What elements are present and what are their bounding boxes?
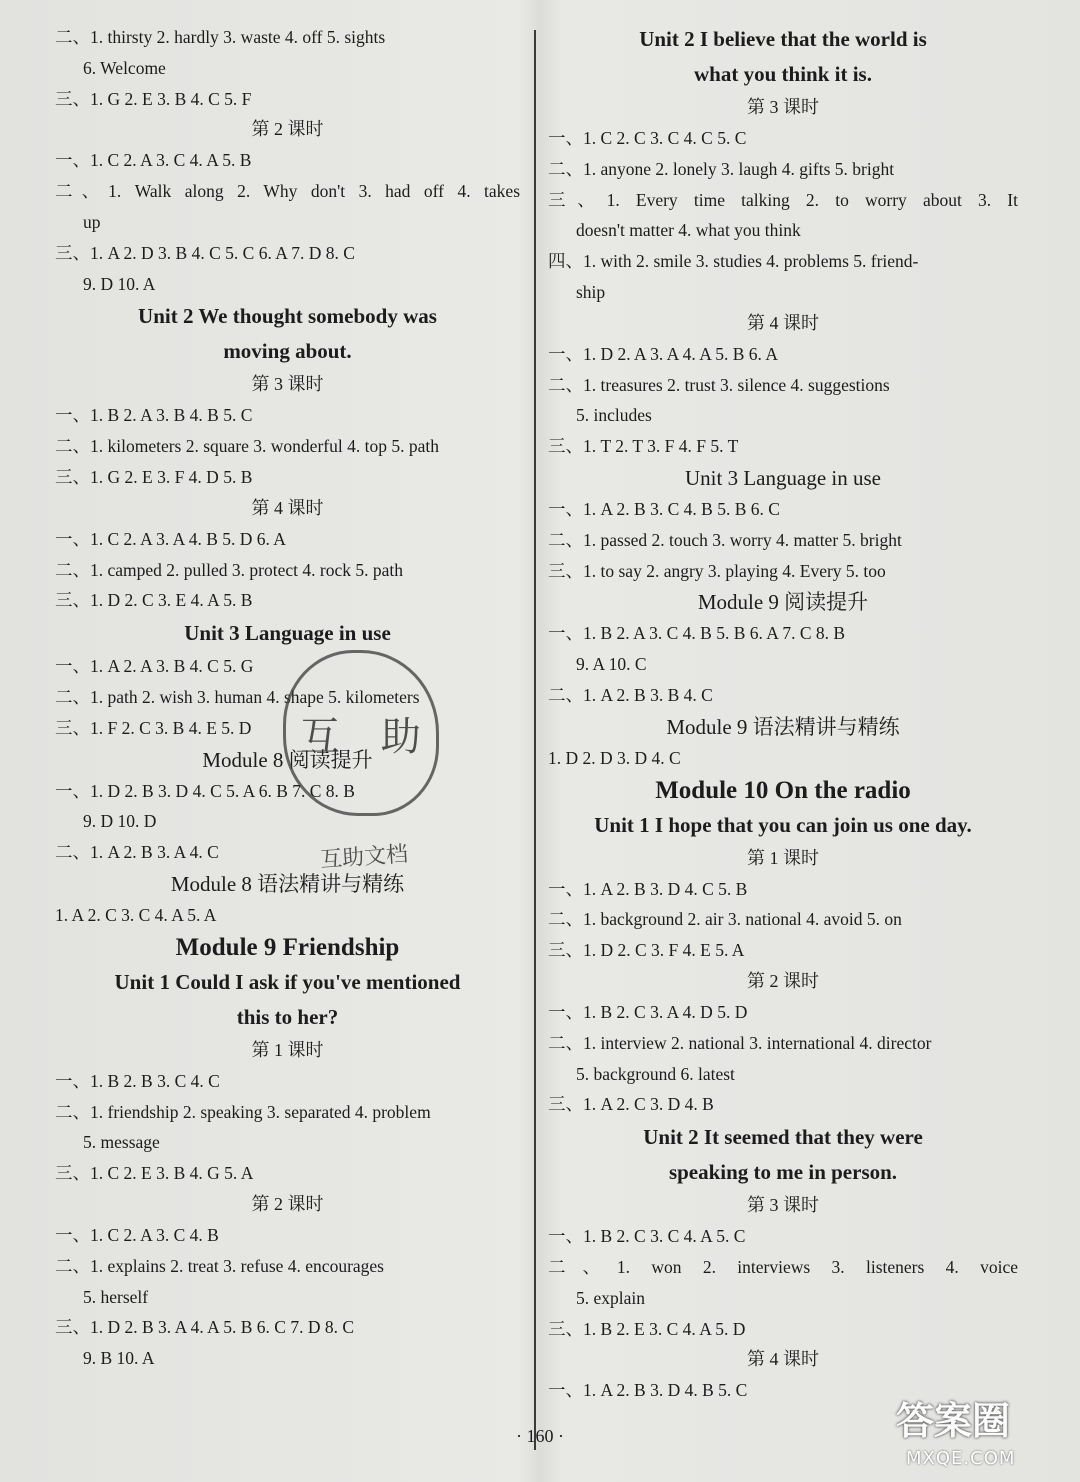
- watermark-url: MXQE.COM: [906, 1448, 1016, 1469]
- answer-line: 二、1. camped 2. pulled 3. protect 4. rock 5. path: [55, 559, 403, 580]
- answer-line: 一、1. D 2. B 3. D 4. C 5. A 6. B 7. C 8. B: [55, 780, 355, 801]
- answer-line: 二、1. friendship 2. speaking 3. separated 4. problem: [55, 1101, 431, 1122]
- answer-line: 6. Welcome: [83, 57, 166, 78]
- section-heading: Module 10 On the radio: [655, 776, 911, 804]
- page-number: · 160 ·: [516, 1426, 564, 1446]
- section-heading: Unit 3 Language in use: [685, 465, 881, 490]
- answer-line: 二、1. anyone 2. lonely 3. laugh 4. gifts 5. bright: [548, 158, 895, 179]
- answer-line: 三、1. T 2. T 3. F 4. F 5. T: [548, 436, 739, 457]
- section-heading: Module 8 语法精讲与精练: [170, 871, 405, 896]
- section-heading: 第 1 课时: [251, 1039, 324, 1060]
- answer-line: 一、1. B 2. C 3. C 4. A 5. C: [548, 1226, 746, 1247]
- section-heading: Module 8 阅读提升: [202, 747, 373, 772]
- answer-line: up: [83, 211, 101, 232]
- answer-line: 三、1. Every time talking 2. to worry about 3. It: [548, 189, 1018, 210]
- right-column: [548, 22, 1018, 1406]
- answer-line: 三、1. A 2. C 3. D 4. B: [548, 1094, 714, 1115]
- answer-line: 一、1. A 2. B 3. D 4. C 5. B: [548, 878, 748, 899]
- answer-line: 一、1. C 2. C 3. C 4. C 5. C: [548, 128, 747, 148]
- answer-line: 二、1. kilometers 2. square 3. wonderful 4. top 5. path: [55, 436, 439, 457]
- answer-line: 三、1. G 2. E 3. F 4. D 5. B: [55, 466, 253, 487]
- answer-line: doesn't matter 4. what you think: [576, 220, 801, 241]
- answer-line: 三、1. D 2. B 3. A 4. A 5. B 6. C 7. D 8. C: [55, 1317, 355, 1338]
- answer-line: 二、1. won 2. interviews 3. listeners 4. voice: [548, 1256, 1018, 1277]
- answer-line: 一、1. B 2. A 3. B 4. B 5. C: [55, 405, 253, 426]
- answer-line: 9. B 10. A: [83, 1348, 155, 1369]
- answer-line: 5. includes: [576, 405, 652, 426]
- stamp-text: 互 助: [300, 714, 435, 760]
- answer-line: 二、1. background 2. air 3. national 4. avoid 5. on: [548, 909, 902, 930]
- answer-line: 1. A 2. C 3. C 4. A 5. A: [55, 904, 217, 925]
- section-heading: Module 9 语法精讲与精练: [666, 714, 900, 739]
- answer-line: 9. D 10. A: [83, 273, 156, 294]
- section-heading: 第 4 课时: [747, 1349, 819, 1370]
- answer-line: 四、1. with 2. smile 3. studies 4. problems 5. friend-: [548, 251, 919, 272]
- answer-line: 三、1. to say 2. angry 3. playing 4. Every 5. too: [548, 560, 886, 581]
- section-heading: 第 2 课时: [251, 1193, 324, 1214]
- answer-line: 二、1. interview 2. national 3. international 4. director: [548, 1032, 932, 1053]
- section-heading: Unit 2 I believe that the world is: [639, 27, 927, 51]
- answer-line: 三、1. D 2. C 3. E 4. A 5. B: [55, 590, 253, 611]
- section-heading: Unit 1 Could I ask if you've mentioned: [114, 969, 461, 994]
- answer-line: 9. A 10. C: [576, 654, 647, 675]
- answer-line: 二、1. A 2. B 3. A 4. C: [55, 842, 219, 863]
- section-heading: 第 1 课时: [747, 847, 819, 868]
- answer-line: 二、1. treasures 2. trust 3. silence 4. suggestions: [548, 374, 890, 395]
- answer-line: 二、1. Walk along 2. Why don't 3. had off 4. takes: [55, 181, 520, 202]
- section-heading: Unit 1 I hope that you can join us one day.: [594, 812, 972, 837]
- section-heading: 第 4 课时: [747, 312, 819, 333]
- watermark-logo: 答案圈: [896, 1399, 1011, 1443]
- column-divider: [534, 30, 536, 1450]
- answer-line: 5. explain: [576, 1287, 646, 1308]
- answer-line: 三、1. D 2. C 3. F 4. E 5. A: [548, 940, 745, 961]
- answer-line: 二、1. explains 2. treat 3. refuse 4. encourages: [55, 1255, 384, 1276]
- answer-line: 二、1. passed 2. touch 3. worry 4. matter 5. bright: [548, 529, 902, 550]
- section-heading: 第 3 课时: [251, 374, 324, 395]
- answer-line: 三、1. A 2. D 3. B 4. C 5. C 6. A 7. D 8. C: [55, 242, 355, 263]
- section-heading: what you think it is.: [694, 62, 872, 86]
- answer-line: 三、1. B 2. E 3. C 4. A 5. D: [548, 1318, 746, 1339]
- stamp-caption: 互助文档: [319, 841, 409, 874]
- answer-line: 9. D 10. D: [83, 811, 157, 832]
- answer-line: 二、1. path 2. wish 3. human 4. shape 5. kilometers: [55, 686, 420, 707]
- answer-line: 一、1. B 2. C 3. A 4. D 5. D: [548, 1001, 748, 1022]
- answer-line: 一、1. D 2. A 3. A 4. A 5. B 6. A: [548, 343, 778, 364]
- section-heading: moving about.: [223, 339, 352, 364]
- answer-line: 一、1. B 2. B 3. C 4. C: [55, 1070, 220, 1091]
- section-heading: Unit 3 Language in use: [184, 621, 391, 646]
- answer-line: 一、1. C 2. A 3. C 4. A 5. B: [55, 150, 252, 171]
- section-heading: 第 3 课时: [747, 97, 819, 117]
- answer-line: 5. herself: [83, 1286, 149, 1307]
- section-heading: 第 4 课时: [251, 497, 324, 518]
- section-heading: 第 2 课时: [251, 119, 324, 140]
- answer-line: 一、1. A 2. A 3. B 4. C 5. G: [55, 656, 254, 677]
- section-heading: this to her?: [236, 1004, 339, 1029]
- answer-line: 二、1. A 2. B 3. B 4. C: [548, 684, 713, 705]
- section-heading: 第 2 课时: [747, 970, 819, 991]
- answer-line: 一、1. C 2. A 3. C 4. B: [55, 1224, 219, 1245]
- answer-line: 二、1. thirsty 2. hardly 3. waste 4. off 5. sights: [55, 27, 386, 47]
- answer-line: 一、1. B 2. A 3. C 4. B 5. B 6. A 7. C 8. B: [548, 623, 846, 644]
- section-heading: 第 3 课时: [747, 1195, 819, 1216]
- section-heading: speaking to me in person.: [668, 1160, 898, 1185]
- answer-line: 一、1. A 2. B 3. D 4. B 5. C: [548, 1380, 748, 1401]
- answer-line: 5. message: [83, 1132, 160, 1153]
- answer-line: 三、1. F 2. C 3. B 4. E 5. D: [55, 717, 252, 738]
- answer-line: 三、1. G 2. E 3. B 4. C 5. F: [55, 88, 252, 109]
- section-heading: Module 9 阅读提升: [697, 590, 869, 615]
- answer-line: 三、1. C 2. E 3. B 4. G 5. A: [55, 1163, 254, 1184]
- answer-line: 一、1. C 2. A 3. A 4. B 5. D 6. A: [55, 528, 286, 549]
- answer-line: ship: [576, 281, 606, 302]
- answer-line: 一、1. A 2. B 3. C 4. B 5. B 6. C: [548, 498, 780, 519]
- section-heading: Unit 2 It seemed that they were: [643, 1125, 923, 1150]
- section-heading: Module 9 Friendship: [175, 933, 400, 961]
- answer-line: 5. background 6. latest: [576, 1063, 735, 1084]
- section-heading: Unit 2 We thought somebody was: [138, 304, 437, 329]
- answer-line: 1. D 2. D 3. D 4. C: [548, 747, 681, 768]
